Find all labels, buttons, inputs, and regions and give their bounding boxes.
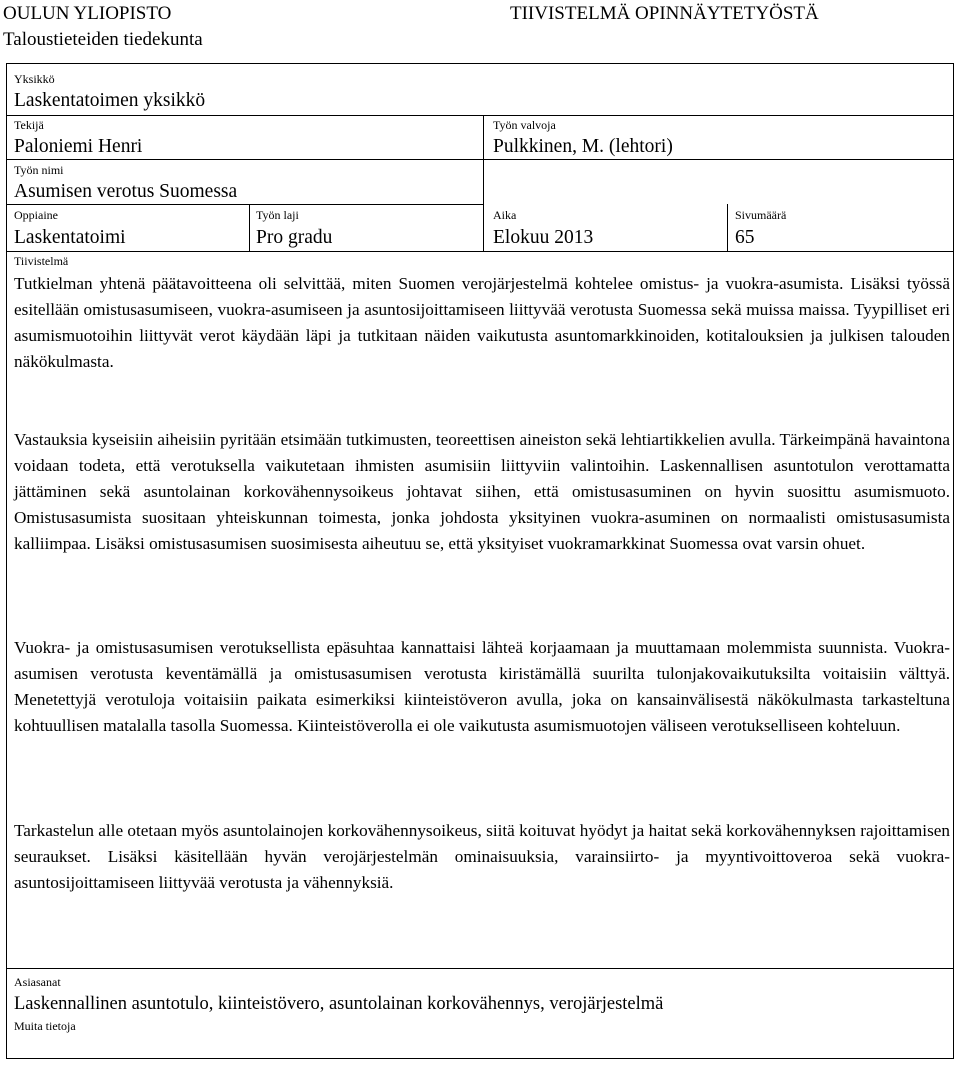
- divider: [7, 159, 953, 160]
- supervisor-label: Työn valvoja: [493, 118, 556, 132]
- pages-label: Sivumäärä: [735, 208, 787, 222]
- work-type-value: Pro gradu: [256, 227, 333, 248]
- university-name: OULUN YLIOPISTO: [3, 3, 172, 24]
- faculty-name: Taloustieteiden tiedekunta: [3, 29, 203, 50]
- abstract-paragraph: Vastauksia kyseisiin aiheisiin pyritään etsimään tutkimusten, teoreettisen aineiston sekä lehtiartikkelien avulla. Tärkeimpänä havaintona voidaan todeta, että verotuksella vaikutetaan ihmisten asumisiin liittyviin valintoihin. Laskennallisen asuntotulon verottamatta jättäminen sekä asuntolainan korkovähennysoikeus johtavat siihen, että omistusasuminen on hyvin suosittu asumismuoto. Omistusasumista suositaan yhteiskunnan toimesta, jonka johdosta yksityinen vuokra-asuminen on normaalisti omistusasumista kalliimpaa. Lisäksi omistusasumisen suosimisesta aiheutuu se, että yksityiset vuokramarkkinat Suomessa ovat varsin ohuet.: [14, 430, 950, 553]
- work-type-label: Työn laji: [256, 208, 299, 222]
- document-type: TIIVISTELMÄ OPINNÄYTETYÖSTÄ: [510, 3, 819, 24]
- author-label: Tekijä: [14, 118, 44, 132]
- abstract-label: Tiivistelmä: [14, 254, 69, 268]
- divider: [7, 204, 483, 205]
- supervisor-value: Pulkkinen, M. (lehtori): [493, 136, 673, 157]
- abstract-paragraph: Tutkielman yhtenä päätavoitteena oli selvittää, miten Suomen verojärjestelmä kohtelee omistus- ja vuokra-asumista. Lisäksi työssä esitellään omistusasumiseen, vuokra-asumiseen ja asuntosijoittamiseen liittyvää verotusta Suomessa sekä muissa maissa. Tyypilliset eri asumismuotoihin liittyvät verot käydään läpi ja tutkitaan näiden vaikutusta asuntomarkkinoiden, kotitalouksien ja julkisen talouden näkökulmasta.: [14, 274, 950, 371]
- abstract-form: [6, 63, 954, 1059]
- pages-value: 65: [735, 227, 755, 248]
- title-label: Työn nimi: [14, 163, 64, 177]
- subject-value: Laskentatoimi: [14, 227, 126, 248]
- divider: [249, 204, 250, 251]
- divider: [7, 968, 953, 969]
- abstract-paragraph: Tarkastelun alle otetaan myös asuntolainojen korkovähennysoikeus, siitä koituvat hyödyt ja haitat sekä korkovähennyksen rajoittamisen seuraukset. Lisäksi käsitellään hyvän verojärjestelmän ominaisuuksia, varainsiirto- ja myyntivoittoveroa sekä vuokra-asuntosijoittamiseen liittyvää verotusta ja vähennyksiä.: [14, 821, 950, 892]
- divider: [483, 115, 484, 251]
- abstract-paragraph: Vuokra- ja omistusasumisen verotuksellista epäsuhtaa kannattaisi lähteä korjaamaan ja muuttamaan molemmista suunnista. Vuokra-asumisen verotusta keventämällä ja omistusasumisen verotusta kiristämällä suurilta tulonjakovaikutuksilta voitaisiin välttyä. Menetettyjä verotuloja voitaisiin paikata esimerkiksi kiinteistöveron avulla, joka on kansainvälisestä näkökulmasta tarkasteltuna kohtuullisen matalalla tasolla Suomessa. Kiinteistöverolla ei ole vaikutusta asumismuotojen väliseen verotukselliseen kohteluun.: [14, 638, 950, 735]
- other-info-label: Muita tietoja: [14, 1019, 76, 1033]
- date-value: Elokuu 2013: [493, 227, 594, 248]
- subject-label: Oppiaine: [14, 208, 58, 222]
- date-label: Aika: [493, 208, 517, 222]
- author-value: Paloniemi Henri: [14, 136, 143, 157]
- divider: [7, 251, 953, 252]
- title-value: Asumisen verotus Suomessa: [14, 181, 238, 202]
- divider: [727, 204, 728, 251]
- keywords-value: Laskennallinen asuntotulo, kiinteistövero, asuntolainan korkovähennys, verojärjestelmä: [14, 994, 664, 1014]
- keywords-label: Asiasanat: [14, 975, 61, 989]
- unit-label: Yksikkö: [14, 72, 55, 86]
- unit-value: Laskentatoimen yksikkö: [14, 90, 206, 111]
- divider: [7, 115, 953, 116]
